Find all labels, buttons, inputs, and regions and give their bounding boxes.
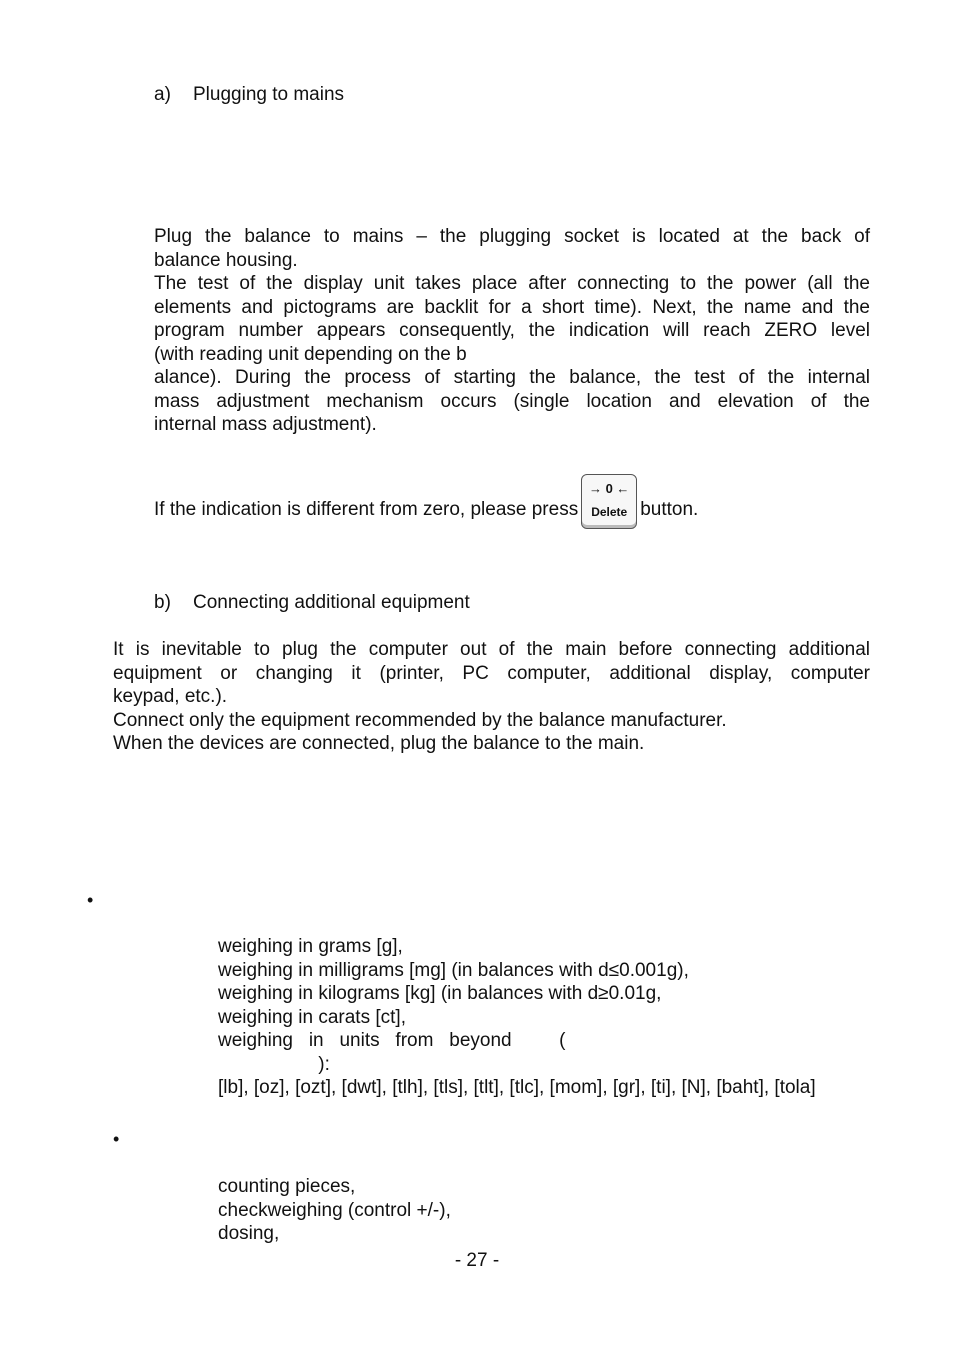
paragraph-line: elements and pictograms are backlit for a short time). Next, the name and the [154,296,870,318]
section-b-title: Connecting additional equipment [193,592,470,613]
list-1-bullet: • [87,890,94,910]
section-a-marker: a) [154,84,171,105]
list-item: weighing in carats [ct], [218,1006,406,1028]
press-text-before: If the indication is different from zero, please press [154,499,579,520]
list-item: weighing in kilograms [kg] (in balances with d≥0.01g, [218,983,662,1004]
paragraph-line: balance housing. [154,249,298,271]
paragraph-line: (with reading unit depending on the b [154,343,467,365]
section-a-title: Plugging to mains [193,84,345,105]
list-item: counting pieces, [218,1176,356,1197]
list-item: weighing in grams [g], [218,936,403,957]
list-item: weighing in units from beyond ( [218,1030,566,1051]
paragraph-line: The test of the display unit takes place after connecting to the power (all the [154,273,870,294]
press-zero-instruction [154,474,870,529]
zero-key-label: Delete [591,505,628,519]
paragraph-line: Connect only the equipment recommended by the balance manufacturer. [113,709,727,731]
list-item: weighing in milligrams [mg] (in balances with d≤0.001g), [218,959,689,981]
paragraph-line: internal mass adjustment). [154,414,377,435]
press-text-after: button. [640,499,699,520]
paragraph-line: keypad, etc.). [113,686,228,707]
section-b-marker: b) [154,592,171,613]
section-b-heading [154,591,870,615]
section-a-heading [154,83,870,107]
paragraph-line: mass adjustment mechanism occurs (single location and elevation of the [154,390,870,412]
list-item: dosing, [218,1223,280,1244]
list-2-items [218,1175,878,1246]
list-2-bullet: • [113,1129,120,1149]
paragraph-line: Plug the balance to mains – the plugging socket is located at the back of [154,226,870,247]
list-item: ): [218,1053,330,1075]
zero-delete-key-icon [581,474,637,529]
list-item: checkweighing (control +/-), [218,1199,451,1221]
section-a-paragraph [154,225,870,437]
paragraph-line: When the devices are connected, plug the balance to the main. [113,733,645,754]
paragraph-line: alance). During the process of starting the balance, the test of the internal [154,367,870,388]
list-1-items [218,935,878,1100]
section-b-paragraph [113,638,870,756]
paragraph-line: equipment or changing it (printer, PC computer, additional display, computer [113,662,870,684]
zero-key-symbol: → 0 ← [588,481,630,496]
page-number: - 27 - [454,1250,500,1271]
paragraph-line: It is inevitable to plug the computer out of the main before connecting additional [113,639,870,660]
paragraph-line: program number appears consequently, the indication will reach ZERO level [154,320,870,341]
list-item-units: [lb], [oz], [ozt], [dwt], [tlh], [tls], [tlt], [tlc], [mom], [gr], [ti], [N], [baht], [tola] [218,1077,816,1098]
